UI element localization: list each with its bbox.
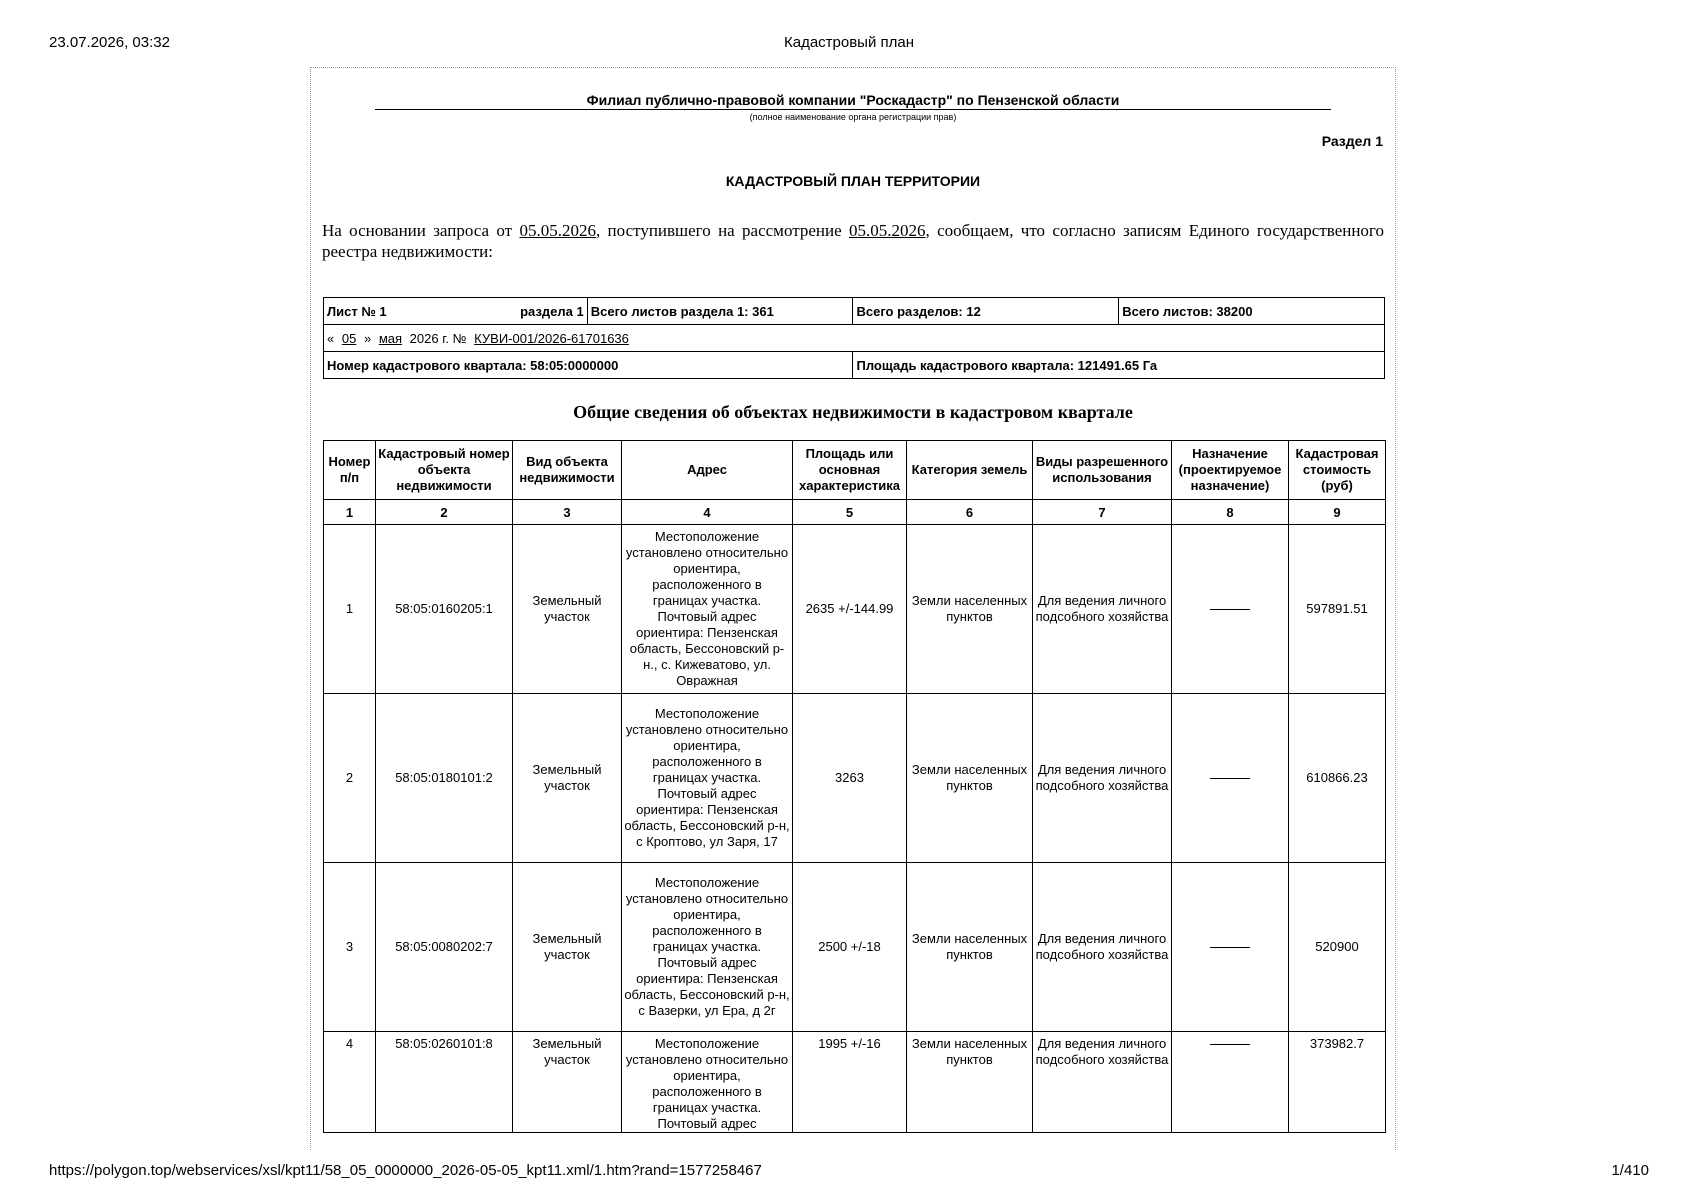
object-kind: Земельный участок: [513, 1032, 622, 1133]
date-year: 2026 г.: [409, 330, 449, 346]
number-label: №: [452, 330, 467, 346]
cadastral-cost: 610866.23: [1289, 694, 1386, 863]
cadastral-cost: 373982.7: [1289, 1032, 1386, 1133]
empty-dash: [1210, 947, 1250, 948]
object-kind: Земельный участок: [513, 694, 622, 863]
land-category: Земли населенных пунктов: [907, 863, 1033, 1032]
column-number: 4: [622, 500, 793, 525]
column-header: Номер п/п: [324, 441, 376, 500]
intro-paragraph: [322, 220, 1384, 262]
empty-dash: [1210, 609, 1250, 610]
object-kind: Земельный участок: [513, 525, 622, 694]
column-number: 9: [1289, 500, 1386, 525]
area: 3263: [793, 694, 907, 863]
address: Местоположение установлено относительно ориентира, расположенного в границах участка. Почтовый адрес ориентира: Пензенская область, Бессоновский р-н, с Вазерки, ул Ера, д 2г: [622, 863, 793, 1032]
land-category: Земли населенных пунктов: [907, 525, 1033, 694]
objects-table: [323, 440, 1386, 1133]
column-header: Вид объекта недвижимости: [513, 441, 622, 500]
extract-number: КУВИ-001/2026-61701636: [474, 330, 629, 346]
column-number: 3: [513, 500, 622, 525]
received-date: 05.05.2026: [848, 221, 926, 240]
column-header: Виды разрешенного использования: [1033, 441, 1172, 500]
row-number: 1: [324, 525, 376, 694]
print-footer: [49, 1160, 1649, 1182]
address: Местоположение установлено относительно ориентира, расположенного в границах участка. Почтовый адрес ориентира: Пензенская область, Бессоновский р-н, с Кроптово, ул Заря, 17: [622, 694, 793, 863]
cadastral-number: 58:05:0260101:8: [376, 1032, 513, 1133]
total-sections: Всего разделов: 12: [853, 298, 1119, 325]
column-number: 2: [376, 500, 513, 525]
document-sheet: [310, 67, 1396, 1150]
purpose: [1172, 863, 1289, 1032]
table-row: [324, 694, 1386, 863]
column-header: Категория земель: [907, 441, 1033, 500]
column-number: 5: [793, 500, 907, 525]
page-url: https://polygon.top/webservices/xsl/kpt11/58_05_0000000_2026-05-05_kpt11.xml/1.htm?rand=1577258467: [49, 1162, 762, 1179]
cadastral-cost: 520900: [1289, 863, 1386, 1032]
quarter-area: Площадь кадастрового квартала: 121491.65 Га: [853, 352, 1385, 379]
column-number: 1: [324, 500, 376, 525]
empty-dash: [1210, 778, 1250, 779]
area: 1995 +/-16: [793, 1032, 907, 1133]
date-quote: »: [363, 330, 372, 346]
land-category: Земли населенных пунктов: [907, 1032, 1033, 1133]
print-header: [49, 32, 1649, 54]
area: 2635 +/-144.99: [793, 525, 907, 694]
table-row: [324, 525, 1386, 694]
area: 2500 +/-18: [793, 863, 907, 1032]
empty-dash: [1210, 1044, 1250, 1045]
organization-note: (полное наименование органа регистрации прав): [749, 112, 957, 122]
column-number: 8: [1172, 500, 1289, 525]
table-row: [324, 863, 1386, 1032]
table-title: Общие сведения об объектах недвижимости в кадастровом квартале: [573, 402, 1133, 422]
permitted-use: Для ведения личного подсобного хозяйства: [1033, 525, 1172, 694]
row-number: 4: [324, 1032, 376, 1133]
document-title: КАДАСТРОВЫЙ ПЛАН ТЕРРИТОРИИ: [725, 173, 981, 189]
column-number: 6: [907, 500, 1033, 525]
land-category: Земли населенных пунктов: [907, 694, 1033, 863]
intro-text: На основании запроса от: [322, 221, 520, 240]
section-label: Раздел 1: [1321, 133, 1383, 149]
address: Местоположение установлено относительно ориентира, расположенного в границах участка. Почтовый адрес ориентира: Пензенская область, Бессоновский р-н., с. Кижеватово, ул. Овражная: [622, 525, 793, 694]
quarter-number: Номер кадастрового квартала: 58:05:0000000: [324, 352, 853, 379]
permitted-use: Для ведения личного подсобного хозяйства: [1033, 694, 1172, 863]
column-number: 7: [1033, 500, 1172, 525]
print-title: Кадастровый план: [783, 34, 915, 51]
column-header: Адрес: [622, 441, 793, 500]
column-header: Площадь или основная характеристика: [793, 441, 907, 500]
intro-text: , поступившего на рассмотрение: [595, 221, 849, 240]
sheet-number: Лист № 1: [327, 303, 387, 319]
object-kind: Земельный участок: [513, 863, 622, 1032]
table-row: [324, 1032, 1386, 1133]
sheet-info-table: [323, 297, 1385, 379]
row-number: 3: [324, 863, 376, 1032]
column-header: Кадастровая стоимость (руб): [1289, 441, 1386, 500]
intro-text: , сообщаем, что согласно записям Единого государственного реестра недвижимости:: [322, 221, 1384, 261]
date-quote: «: [327, 330, 335, 346]
permitted-use: Для ведения личного подсобного хозяйства: [1033, 1032, 1172, 1133]
total-sheets: Всего листов: 38200: [1119, 298, 1385, 325]
cadastral-number: 58:05:0160205:1: [376, 525, 513, 694]
cadastral-number: 58:05:0180101:2: [376, 694, 513, 863]
print-datetime: 23.07.2026, 03:32: [49, 34, 170, 51]
total-section-sheets: Всего листов раздела 1: 361: [587, 298, 853, 325]
permitted-use: Для ведения личного подсобного хозяйства: [1033, 863, 1172, 1032]
request-date: 05.05.2026: [519, 221, 596, 240]
row-number: 2: [324, 694, 376, 863]
cadastral-cost: 597891.51: [1289, 525, 1386, 694]
date-day: 05: [341, 330, 357, 346]
organization-name: Филиал публично-правовой компании "Роскадастр" по Пензенской области: [375, 92, 1331, 110]
cadastral-number: 58:05:0080202:7: [376, 863, 513, 1032]
page-counter: 1/410: [1611, 1162, 1649, 1179]
date-month: мая: [378, 330, 403, 346]
purpose: [1172, 694, 1289, 863]
column-header: Назначение (проектируемое назначение): [1172, 441, 1289, 500]
purpose: [1172, 525, 1289, 694]
purpose: [1172, 1032, 1289, 1133]
extract-date-row: [324, 325, 1385, 352]
address: Местоположение установлено относительно ориентира, расположенного в границах участка. Почтовый адрес: [622, 1032, 793, 1133]
sheet-section: раздела 1: [520, 304, 584, 319]
sheet-number-cell: [324, 298, 588, 325]
column-header: Кадастровый номер объекта недвижимости: [376, 441, 513, 500]
